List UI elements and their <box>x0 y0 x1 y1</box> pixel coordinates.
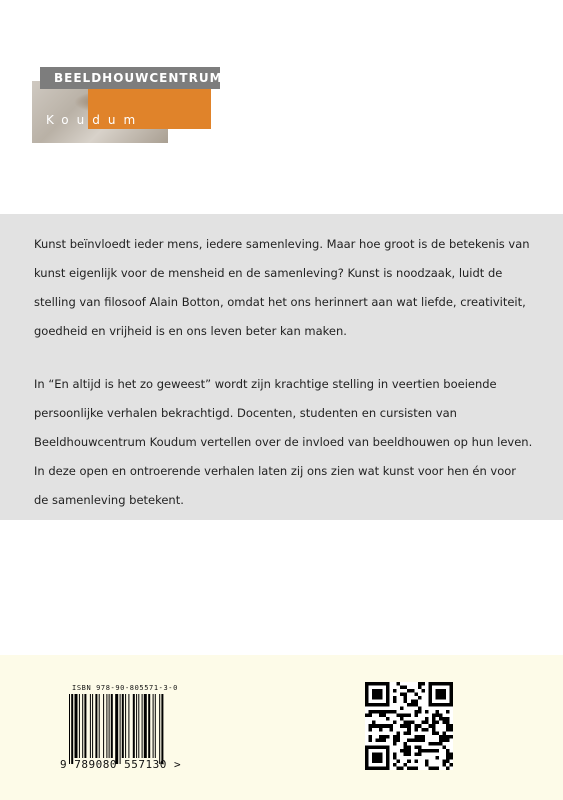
qr-module <box>390 724 394 728</box>
barcode-bar <box>153 694 154 758</box>
qr-module <box>369 735 373 739</box>
qr-module <box>446 728 450 732</box>
qr-module <box>418 682 422 686</box>
qr-module <box>414 759 418 763</box>
qr-module <box>390 710 394 714</box>
qr-module <box>425 717 429 721</box>
qr-module <box>397 731 401 735</box>
qr-module <box>425 763 429 767</box>
qr-module <box>425 759 429 763</box>
qr-module <box>383 714 387 718</box>
qr-module <box>449 763 453 767</box>
qr-module <box>432 742 436 746</box>
qr-module <box>418 696 422 700</box>
qr-module <box>435 756 439 760</box>
qr-module <box>446 752 450 756</box>
qr-module <box>372 752 383 763</box>
logo-subtitle: Koudum <box>46 113 144 127</box>
barcode-bar <box>99 694 100 758</box>
qr-module <box>449 728 453 732</box>
barcode-bar <box>82 694 83 758</box>
qr-module <box>425 728 429 732</box>
qr-module <box>421 721 425 725</box>
qr-module <box>400 693 404 697</box>
qr-module <box>383 735 387 739</box>
qr-module <box>418 724 422 728</box>
qr-module <box>397 766 401 770</box>
qr-module <box>407 714 411 718</box>
qr-module <box>404 731 408 735</box>
qr-module <box>421 689 425 693</box>
qr-module <box>414 766 418 770</box>
qr-module <box>393 696 397 700</box>
qr-module <box>418 710 422 714</box>
barcode-bar <box>138 694 139 758</box>
qr-module <box>372 689 383 700</box>
qr-module <box>386 735 390 739</box>
qr-module <box>407 721 411 725</box>
qr-module <box>379 724 383 728</box>
qr-module <box>414 703 418 707</box>
barcode-bar <box>95 694 97 758</box>
isbn-barcode <box>68 694 174 764</box>
qr-module <box>397 759 401 763</box>
qr-module <box>421 682 425 686</box>
barcode-bar <box>103 694 104 758</box>
qr-module <box>393 763 397 767</box>
qr-module <box>372 721 376 725</box>
qr-module <box>446 749 450 753</box>
qr-module <box>411 766 415 770</box>
qr-module <box>418 686 422 690</box>
qr-module <box>379 710 383 714</box>
qr-module <box>425 721 429 725</box>
qr-module <box>418 735 422 739</box>
qr-module <box>442 745 446 749</box>
qr-module <box>400 724 404 728</box>
qr-module <box>393 721 397 725</box>
qr-module <box>407 703 411 707</box>
qr-module <box>379 728 383 732</box>
qr-module <box>372 724 376 728</box>
qr-module <box>414 735 418 739</box>
qr-module <box>407 728 411 732</box>
qr-module <box>393 710 397 714</box>
qr-module <box>446 724 450 728</box>
qr-module <box>407 731 411 735</box>
qr-module <box>442 738 446 742</box>
qr-module <box>404 721 408 725</box>
qr-module <box>393 700 397 704</box>
qr-module <box>435 714 439 718</box>
barcode-bar <box>84 694 86 758</box>
qr-module <box>400 749 404 753</box>
qr-module <box>432 721 436 725</box>
qr-module <box>376 710 380 714</box>
qr-module <box>446 717 450 721</box>
qr-module <box>414 724 418 728</box>
qr-module <box>414 738 418 742</box>
qr-module <box>397 714 401 718</box>
qr-module <box>428 749 432 753</box>
qr-module <box>421 735 425 739</box>
qr-module <box>435 749 439 753</box>
blurb-paragraph-1: Kunst beïnvloedt ieder mens, iedere samenleving. Maar hoe groot is de betekenis van kunst eigenlijk voor de mensheid en de samenleving? Kunst is noodzaak, luidt de stelling van filosoof Alain Botton, omdat het ons herinnert aan wat liefde, creativiteit, goedheid en vrijheid is en ons leven beter kan maken. <box>34 237 530 338</box>
qr-module <box>418 707 422 711</box>
qr-module <box>411 703 415 707</box>
qr-module <box>379 738 383 742</box>
qr-code <box>365 682 453 770</box>
qr-module <box>418 745 422 749</box>
isbn-label: ISBN 978-90-805571-3-0 <box>72 684 178 692</box>
barcode-bar <box>144 694 147 758</box>
qr-module <box>407 749 411 753</box>
qr-module <box>404 749 408 753</box>
qr-module <box>383 724 387 728</box>
qr-module <box>449 724 453 728</box>
qr-module <box>435 742 439 746</box>
barcode-bar <box>90 694 91 758</box>
qr-module <box>400 686 404 690</box>
qr-module <box>425 749 429 753</box>
barcode-bar <box>106 694 107 758</box>
qr-module <box>369 710 373 714</box>
qr-module <box>393 735 397 739</box>
barcode-bar <box>122 694 124 758</box>
qr-module <box>411 738 415 742</box>
qr-module <box>404 763 408 767</box>
qr-module <box>442 735 446 739</box>
qr-module <box>404 700 408 704</box>
qr-module <box>425 710 429 714</box>
blurb-band <box>0 214 563 520</box>
qr-module <box>404 686 408 690</box>
qr-module <box>435 721 439 725</box>
barcode-bar <box>159 694 160 764</box>
qr-module <box>390 728 394 732</box>
qr-module <box>407 766 411 770</box>
barcode-bar <box>155 694 156 758</box>
qr-module <box>439 738 443 742</box>
qr-module <box>386 710 390 714</box>
qr-module <box>414 728 418 732</box>
qr-module <box>397 735 401 739</box>
qr-module <box>446 710 450 714</box>
qr-module <box>393 752 397 756</box>
qr-module <box>446 759 450 763</box>
qr-module <box>379 714 383 718</box>
qr-module <box>393 742 397 746</box>
qr-module <box>432 731 436 735</box>
barcode-bar <box>142 694 143 758</box>
barcode-bar <box>69 694 70 764</box>
qr-module <box>376 724 380 728</box>
qr-module <box>407 738 411 742</box>
qr-module <box>432 724 436 728</box>
qr-module <box>372 710 376 714</box>
qr-module <box>414 693 418 697</box>
qr-module <box>414 745 418 749</box>
qr-module <box>386 724 390 728</box>
qr-module <box>414 752 418 756</box>
barcode-bar <box>71 694 73 764</box>
qr-module <box>439 717 443 721</box>
qr-module <box>383 738 387 742</box>
qr-module <box>414 710 418 714</box>
qr-module <box>435 766 439 770</box>
qr-module <box>446 766 450 770</box>
barcode-bar <box>115 694 118 764</box>
qr-module <box>446 738 450 742</box>
qr-module <box>421 749 425 753</box>
barcode-bar <box>148 694 150 758</box>
logo-gray-bar <box>40 67 223 89</box>
beeldhouwcentrum-logo <box>32 67 223 143</box>
barcode-bar <box>92 694 93 758</box>
barcode-bar <box>133 694 135 758</box>
barcode-bar <box>75 694 78 758</box>
qr-module <box>407 689 411 693</box>
qr-module <box>397 738 401 742</box>
qr-module <box>393 756 397 760</box>
qr-module <box>407 745 411 749</box>
qr-module <box>418 752 422 756</box>
blurb-paragraph-2: In “En altijd is het zo geweest” wordt zijn krachtige stelling in veertien boeiende persoonlijke verhalen bekrachtigd. Docenten, studenten en cursisten van Beeldhouwcentrum Koudum vertellen over de invloed van beeldhouwen op hun leven. In deze open en ontroerende verhalen laten zij ons zien wat kunst voor hen én voor de samenleving betekent. <box>34 377 533 507</box>
qr-module <box>442 763 446 767</box>
qr-module <box>404 696 408 700</box>
qr-module <box>439 714 443 718</box>
qr-module <box>411 689 415 693</box>
qr-module <box>393 689 397 693</box>
qr-module <box>428 742 432 746</box>
qr-module <box>449 752 453 756</box>
qr-module <box>446 721 450 725</box>
qr-module <box>414 714 418 718</box>
qr-module <box>414 700 418 704</box>
qr-module <box>442 721 446 725</box>
qr-module <box>404 714 408 718</box>
qr-module <box>446 756 450 760</box>
qr-module <box>432 714 436 718</box>
qr-module <box>407 724 411 728</box>
qr-module <box>449 756 453 760</box>
qr-module <box>369 728 373 732</box>
qr-module <box>435 731 439 735</box>
barcode-bar <box>109 694 110 758</box>
barcode-bar <box>79 694 80 758</box>
barcode-bar <box>120 694 121 764</box>
qr-module <box>407 752 411 756</box>
qr-module <box>404 745 408 749</box>
qr-module <box>449 735 453 739</box>
qr-module <box>404 724 408 728</box>
qr-module <box>442 731 446 735</box>
barcode-bar <box>128 694 129 758</box>
qr-module <box>404 752 408 756</box>
qr-module <box>411 700 415 704</box>
qr-module <box>369 738 373 742</box>
qr-module <box>393 738 397 742</box>
qr-module <box>435 689 446 700</box>
qr-module <box>369 724 373 728</box>
qr-module <box>404 693 408 697</box>
qr-module <box>386 717 390 721</box>
qr-module <box>432 728 436 732</box>
qr-module <box>407 759 411 763</box>
qr-module <box>376 738 380 742</box>
qr-module <box>400 717 404 721</box>
barcode-bar <box>125 694 126 758</box>
qr-module <box>404 742 408 746</box>
qr-module <box>428 724 432 728</box>
qr-module <box>369 714 373 718</box>
qr-module <box>432 749 436 753</box>
qr-module <box>428 766 432 770</box>
qr-module <box>446 735 450 739</box>
qr-module <box>365 714 369 718</box>
qr-module <box>383 710 387 714</box>
qr-module <box>435 710 439 714</box>
qr-module <box>421 738 425 742</box>
qr-module <box>418 749 422 753</box>
qr-module <box>397 682 401 686</box>
barcode-bar <box>111 694 113 758</box>
qr-module <box>400 714 404 718</box>
qr-module <box>432 766 436 770</box>
barcode-bar <box>136 694 137 758</box>
qr-module <box>421 728 425 732</box>
qr-module <box>439 735 443 739</box>
qr-module <box>439 742 443 746</box>
barcode-digits: 9 789080 557130 > <box>60 758 182 771</box>
qr-module <box>400 707 404 711</box>
qr-module <box>442 759 446 763</box>
barcode-bar <box>161 694 163 764</box>
qr-module <box>379 735 383 739</box>
qr-module <box>411 721 415 725</box>
qr-module <box>418 738 422 742</box>
qr-module <box>442 717 446 721</box>
qr-module <box>400 766 404 770</box>
logo-title: BEELDHOUWCENTRUM <box>54 71 223 85</box>
qr-module <box>432 717 436 721</box>
